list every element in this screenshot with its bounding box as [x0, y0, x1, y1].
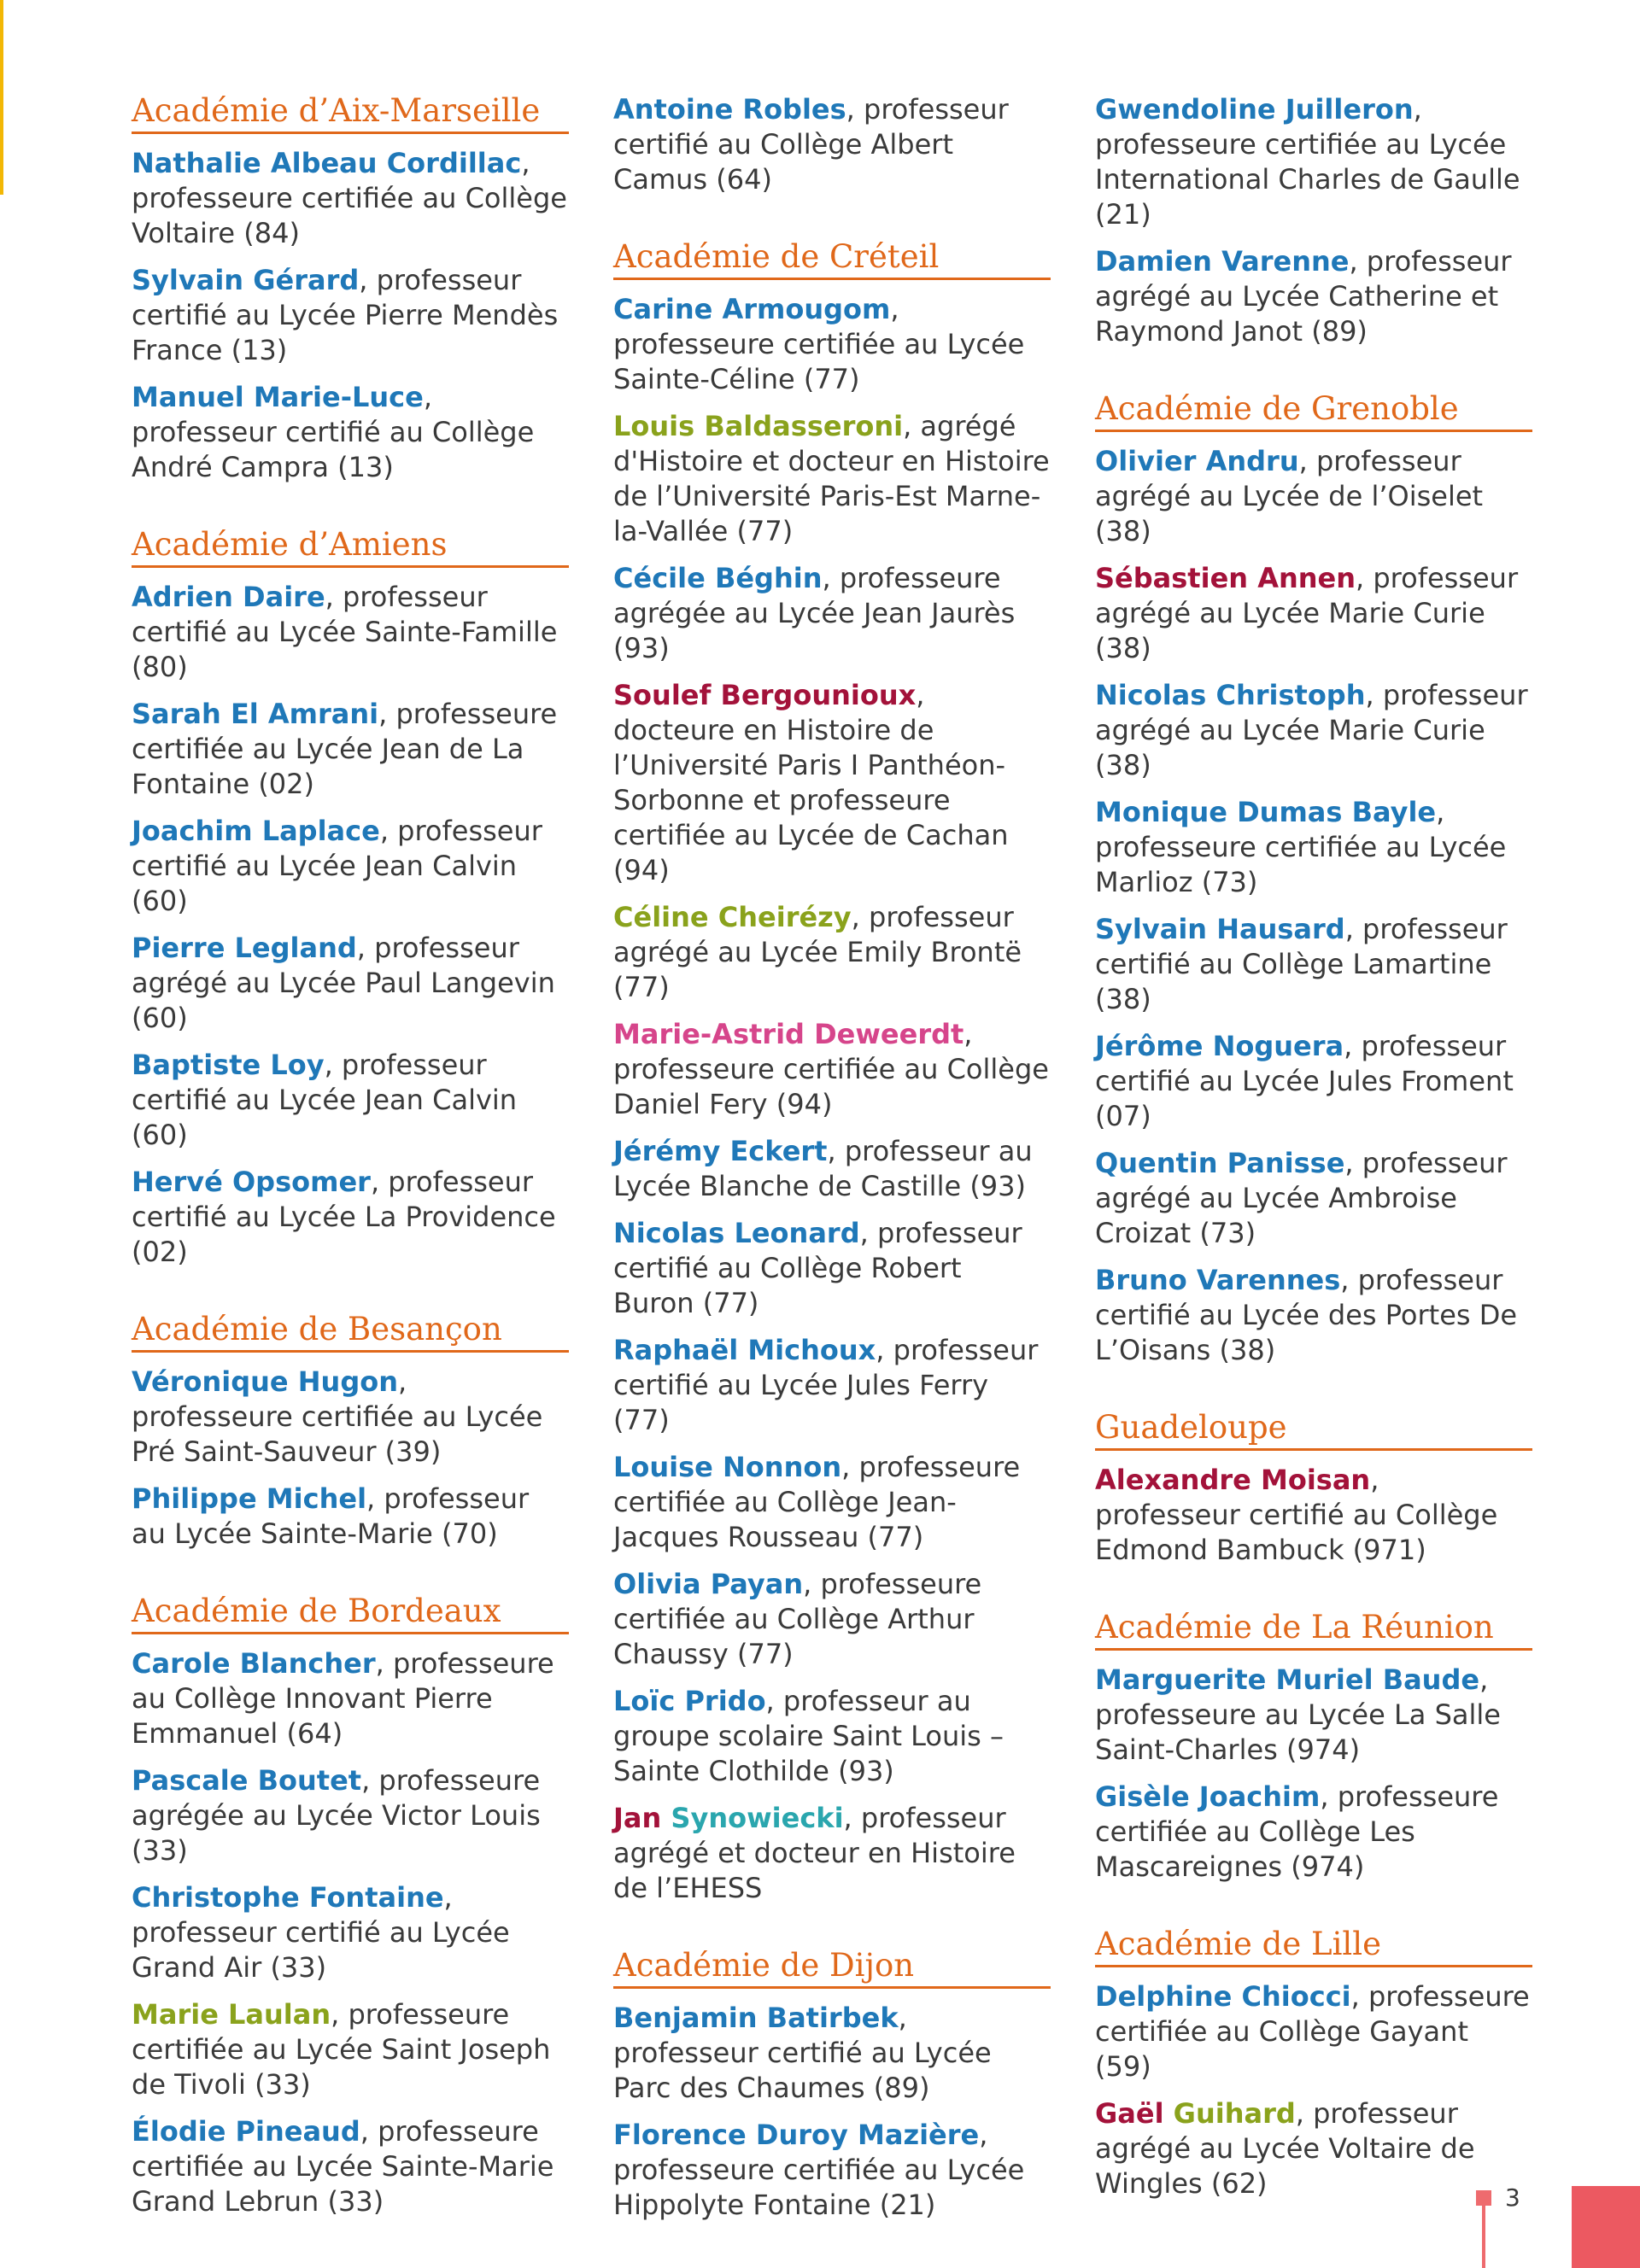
section-continued [613, 92, 1051, 197]
section-guadeloupe [1095, 1409, 1532, 1568]
contributor-name: Marguerite Muriel Baude [1095, 1663, 1480, 1696]
contributor-description: , professeure certifiée au Lycée International Charles de Gaulle (21) [1095, 93, 1520, 231]
contributor-description: , professeur agrégé au Lycée Paul Langevin (60) [132, 932, 555, 1034]
contributor-description: , professeure certifiée au Lycée Saint Joseph de Tivoli (33) [132, 1998, 551, 2101]
contributor-description: , professeur agrégé au Lycée Marie Curie (38) [1095, 679, 1528, 781]
contributor-entry [613, 1684, 1051, 1789]
contributor-name: Bruno Varennes [1095, 1264, 1341, 1296]
contributor-description: , professeur au Lycée Blanche de Castille (93) [613, 1135, 1033, 1202]
contributor-name: Carine Armougom [613, 293, 891, 325]
contributor-entry [132, 580, 569, 685]
contributor-description: , professeure certifiée au Collège Gayant (59) [1095, 1980, 1530, 2083]
contributor-description: , professeur certifié au Lycée Pierre Mendès France (13) [132, 264, 559, 366]
contributor-entry [132, 263, 569, 368]
contributor-name: Alexandre Moisan [1095, 1464, 1371, 1496]
contributor-entry [613, 1134, 1051, 1204]
contributor-description: , professeure certifiée au Collège Daniel Fery (94) [613, 1018, 1049, 1120]
edge-accent-bar [0, 0, 3, 195]
contributor-entry [613, 1333, 1051, 1438]
section-heading: Académie de Bordeaux [132, 1593, 569, 1634]
contributor-description: , professeure au Collège Innovant Pierre Emmanuel (64) [132, 1647, 554, 1750]
section-continued [1095, 92, 1532, 349]
contributor-description: , professeure certifiée au Lycée Hippolyte Fontaine (21) [613, 2119, 1025, 2221]
contributor-description: , professeur certifié au Lycée Jules Froment (07) [1095, 1030, 1514, 1132]
contributor-entry [613, 900, 1051, 1005]
contributor-entry [132, 697, 569, 802]
contributor-entry [1095, 912, 1532, 1017]
contributor-description: , professeure agrégée au Lycée Jean Jaurès (93) [613, 562, 1016, 664]
contributor-entry [1095, 1780, 1532, 1885]
contributor-entry [1095, 678, 1532, 783]
contributor-entry [1095, 1463, 1532, 1568]
contributor-name: Louise Nonnon [613, 1451, 842, 1483]
contributor-entry [1095, 1263, 1532, 1368]
contributor-description: , professeure agrégée au Lycée Victor Louis (33) [132, 1764, 541, 1867]
contributor-name: Marie-Astrid Deweerdt [613, 1018, 964, 1050]
contributor-entry [132, 814, 569, 919]
section-heading: Académie d’Aix-Marseille [132, 92, 569, 134]
section-academie-de-grenoble [1095, 390, 1532, 1368]
contributor-description: , professeur agrégé au Lycée Voltaire de Wingles (62) [1095, 2097, 1475, 2200]
contributor-entry [613, 92, 1051, 197]
contributor-description: , professeur au Lycée Sainte-Marie (70) [132, 1482, 530, 1550]
contributor-description: , professeure certifiée au Lycée Marlioz (73) [1095, 796, 1507, 898]
contributor-name: Joachim Laplace [132, 815, 380, 847]
contributor-description: , professeur certifié au Lycée Jean Calvin (60) [132, 1049, 518, 1151]
contributor-name: Christophe Fontaine [132, 1881, 444, 1914]
contributor-description: , professeur agrégé au Lycée Ambroise Croizat (73) [1095, 1147, 1508, 1249]
section-heading: Académie de Dijon [613, 1947, 1051, 1989]
contributor-entry [1095, 444, 1532, 549]
contributor-name: Damien Varenne [1095, 245, 1350, 278]
contributor-entry [613, 1450, 1051, 1555]
contributor-name: Pierre Legland [132, 932, 357, 964]
contributor-description: , professeure certifiée au Collège Les Mascareignes (974) [1095, 1780, 1499, 1883]
section-academie-de-dijon [613, 1947, 1051, 2223]
section-heading: Guadeloupe [1095, 1409, 1532, 1451]
contributor-description: , professeur agrégé au Lycée Catherine et Raymond Janot (89) [1095, 245, 1512, 348]
section-academie-de-besancon [132, 1311, 569, 1552]
contributor-name: Philippe Michel [132, 1482, 367, 1515]
contributor-description: , professeur certifié au Collège André Campra (13) [132, 381, 535, 483]
contributor-name: Adrien Daire [132, 581, 325, 613]
section-academie-de-bordeaux [132, 1593, 569, 2219]
contributor-description: , agrégé d'Histoire et docteur en Histoire de l’Université Paris-Est Marne-la-Vallée (77) [613, 410, 1050, 547]
contributor-entry [132, 1048, 569, 1153]
contributor-description: , professeur certifié au Lycée La Providence (02) [132, 1166, 556, 1268]
contributor-description: , professeure certifiée au Lycée Jean de La Fontaine (02) [132, 698, 558, 800]
contributor-name: Soulef Bergounioux [613, 679, 917, 711]
contributor-description: , professeure au Lycée La Salle Saint-Charles (974) [1095, 1663, 1501, 1766]
corner-accent-block [1572, 2186, 1640, 2268]
contributor-name: Véronique Hugon [132, 1365, 398, 1398]
contributor-name: Sylvain Hausard [1095, 913, 1345, 945]
contributor-name: Sylvain Gérard [132, 264, 360, 296]
contributor-name: Monique Dumas Bayle [1095, 796, 1437, 828]
contributor-description: , professeur certifié au Collège Lamartine (38) [1095, 913, 1508, 1015]
section-heading: Académie de Grenoble [1095, 390, 1532, 432]
contributor-surname: Guihard [1163, 2097, 1296, 2130]
contributor-entry [1095, 561, 1532, 666]
contributor-entry [132, 1646, 569, 1751]
page-marker-stem [1482, 2206, 1485, 2268]
contributor-name: Sébastien Annen [1095, 562, 1356, 594]
contributor-name: Cécile Béghin [613, 562, 823, 594]
section-academie-de-creteil [613, 238, 1051, 1906]
contributor-description: , professeure certifiée au Lycée Sainte-Marie Grand Lebrun (33) [132, 2115, 554, 2218]
contributor-name: Sarah El Amrani [132, 698, 379, 730]
section-academie-de-lille [1095, 1926, 1532, 2201]
contributor-entry [132, 1997, 569, 2102]
contributor-entry [132, 380, 569, 485]
contributor-name: Nathalie Albeau Cordillac [132, 147, 522, 179]
contributor-entry [132, 1482, 569, 1552]
section-academie-d-amiens [132, 526, 569, 1270]
contributor-entry [613, 1017, 1051, 1122]
contributor-name: Raphaël Michoux [613, 1334, 876, 1366]
contributor-entry [613, 1216, 1051, 1321]
contributor-entry [132, 1365, 569, 1470]
contributor-entry [613, 2118, 1051, 2223]
contributor-entry [613, 292, 1051, 397]
contributor-description: , professeur certifié au Collège Albert Camus (64) [613, 93, 1009, 196]
contributor-name: Jérémy Eckert [613, 1135, 828, 1167]
contributor-name: Marie Laulan [132, 1998, 331, 2031]
contributor-name: Élodie Pineaud [132, 2115, 360, 2148]
page-number: 3 [1505, 2183, 1520, 2212]
contributor-name: Gwendoline Juilleron [1095, 93, 1414, 126]
section-heading: Académie de Besançon [132, 1311, 569, 1353]
contributor-description: , professeure certifiée au Lycée Pré Saint-Sauveur (39) [132, 1365, 543, 1468]
contributor-entry [132, 1880, 569, 1985]
contributor-entry [1095, 92, 1532, 232]
contributor-entry [1095, 2096, 1532, 2201]
contributor-entry [132, 931, 569, 1036]
contributor-description: , professeur certifié au Lycée Jean Calvin (60) [132, 815, 542, 917]
column-1 [132, 92, 569, 2260]
contributor-description: , professeur certifié au Collège Edmond Bambuck (971) [1095, 1464, 1498, 1566]
contributor-description: , docteure en Histoire de l’Université Paris I Panthéon-Sorbonne et professeure certifiée au Lycée de Cachan (94) [613, 679, 1009, 886]
contributor-description: , professeur agrégé au Lycée Emily Brontë (77) [613, 901, 1022, 1003]
contributor-entry [1095, 1663, 1532, 1768]
contributor-name: Gisèle Joachim [1095, 1780, 1321, 1813]
contributor-entry [1095, 244, 1532, 349]
contributor-entry [132, 1763, 569, 1868]
contributor-description: , professeur certifié au Lycée Parc des Chaumes (89) [613, 2002, 992, 2104]
contributor-name: Hervé Opsomer [132, 1166, 371, 1198]
contributor-entry [613, 409, 1051, 549]
contributor-description: , professeur certifié au Lycée Sainte-Famille (80) [132, 581, 558, 683]
contributor-description: , professeure certifiée au Lycée Sainte-Céline (77) [613, 293, 1025, 395]
section-heading: Académie d’Amiens [132, 526, 569, 568]
contributor-entry [132, 2114, 569, 2219]
contributor-name: Carole Blancher [132, 1647, 376, 1680]
contributor-description: , professeure certifiée au Collège Arthur Chaussy (77) [613, 1568, 982, 1670]
section-heading: Académie de Créteil [613, 238, 1051, 280]
contributor-entry [132, 146, 569, 251]
contributor-entry [1095, 1146, 1532, 1251]
column-2 [613, 92, 1051, 2264]
contributor-description: , professeure certifiée au Collège Voltaire (84) [132, 147, 567, 249]
contributor-description: , professeur agrégé au Lycée Marie Curie (38) [1095, 562, 1519, 664]
section-heading: Académie de La Réunion [1095, 1609, 1532, 1651]
contributor-description: , professeur certifié au Collège Robert Buron (77) [613, 1217, 1022, 1319]
contributor-name: Louis Baldasseroni [613, 410, 904, 442]
contributor-description: , professeur certifié au Lycée Jules Ferry (77) [613, 1334, 1039, 1436]
contributor-name: Benjamin Batirbek [613, 2002, 899, 2034]
contributor-description: , professeure certifiée au Collège Jean-Jacques Rousseau (77) [613, 1451, 1021, 1553]
column-3 [1095, 92, 1532, 2242]
contributor-name: Olivier Andru [1095, 445, 1299, 477]
contributor-name: Antoine Robles [613, 93, 846, 126]
contributor-entry [613, 678, 1051, 888]
contributor-name: Céline Cheirézy [613, 901, 852, 933]
contributor-entry [613, 2001, 1051, 2106]
contributor-entry [613, 1801, 1051, 1906]
contributor-name: Gaël [1095, 2097, 1164, 2130]
contributor-description: , professeur agrégé au Lycée de l’Oiselet (38) [1095, 445, 1484, 547]
contributor-name: Loïc Prido [613, 1685, 766, 1717]
contributor-name: Jérôme Noguera [1095, 1030, 1344, 1062]
section-academie-d-aix-marseille [132, 92, 569, 485]
contributor-name: Quentin Panisse [1095, 1147, 1345, 1179]
contributor-name: Delphine Chiocci [1095, 1980, 1351, 2013]
contributor-entry [613, 1567, 1051, 1672]
contributor-entry [1095, 1029, 1532, 1134]
contributor-entry [1095, 795, 1532, 900]
contributor-entry [132, 1165, 569, 1270]
page-marker-icon [1476, 2190, 1491, 2206]
contributor-surname: Synowiecki [661, 1802, 844, 1834]
contributor-description: , professeur au groupe scolaire Saint Louis – Sainte Clothilde (93) [613, 1685, 1004, 1787]
contributor-entry [613, 561, 1051, 666]
contributor-name: Pascale Boutet [132, 1764, 362, 1797]
contributor-name: Jan [613, 1802, 662, 1834]
contributor-name: Nicolas Christoph [1095, 679, 1366, 711]
contributor-name: Baptiste Loy [132, 1049, 325, 1081]
section-heading: Académie de Lille [1095, 1926, 1532, 1967]
contributor-description: , professeur agrégé et docteur en Histoire de l’EHESS [613, 1802, 1016, 1904]
contributor-name: Nicolas Leonard [613, 1217, 860, 1249]
contributor-description: , professeur certifié au Lycée des Portes De L’Oisans (38) [1095, 1264, 1518, 1366]
contributor-name: Olivia Payan [613, 1568, 804, 1600]
contributor-name: Florence Duroy Mazière [613, 2119, 980, 2151]
contributor-entry [1095, 1979, 1532, 2084]
section-academie-de-la-reunion [1095, 1609, 1532, 1885]
contributor-name: Manuel Marie-Luce [132, 381, 424, 413]
contributor-description: , professeur certifié au Lycée Grand Air (33) [132, 1881, 510, 1984]
